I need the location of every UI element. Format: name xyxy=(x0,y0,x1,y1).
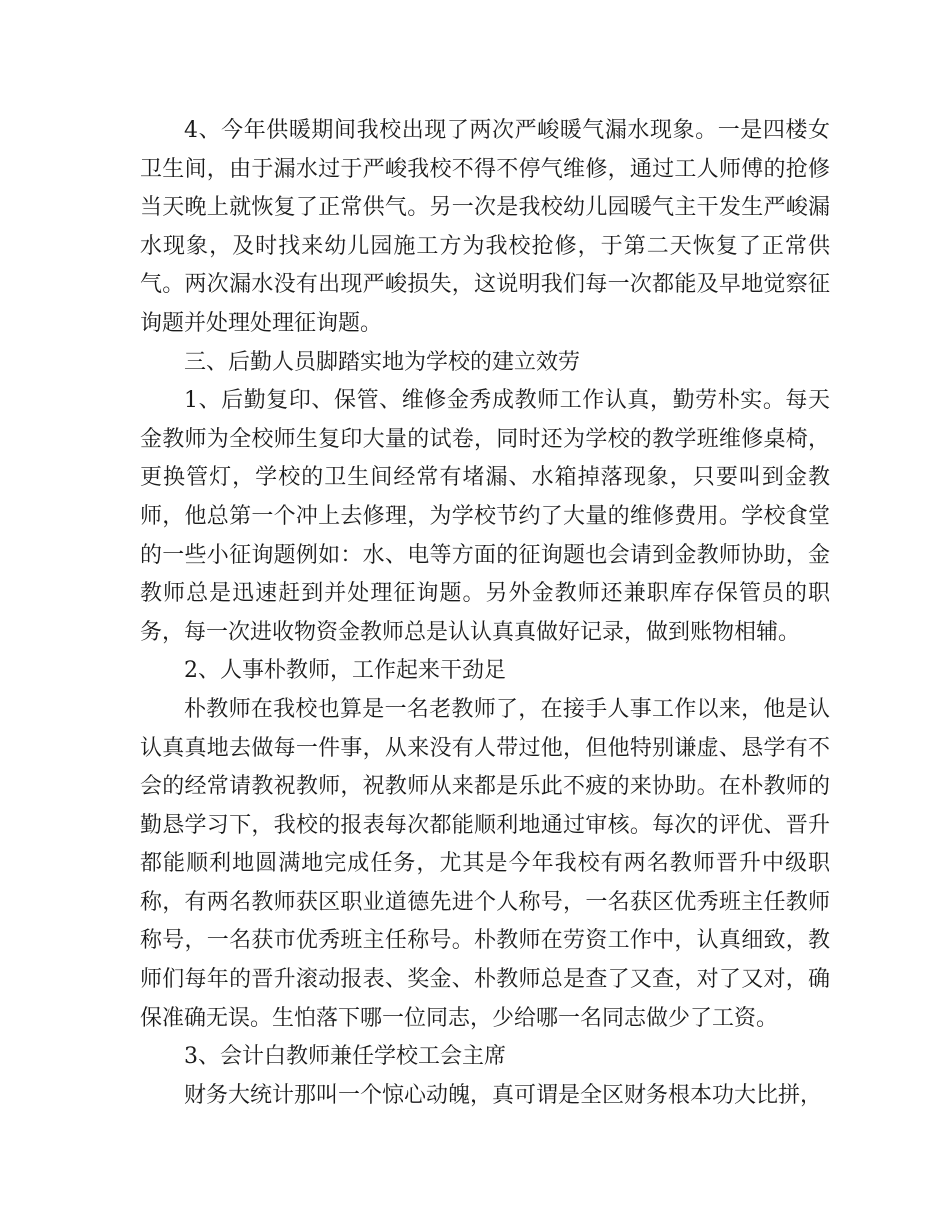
subheading-accountant-teacher: 3、会计白教师兼任学校工会主席 xyxy=(184,1044,506,1070)
paragraph-heating-leak: 4、今年供暖期间我校出现了两次严峻暖气漏水现象。一是四楼女卫生间，由于漏水过于严峻我校不得不停气维修，通过工人师傅的抢修当天晚上就恢复了正常供气。另一次是我校幼儿园暖气主干发生严峻漏水现象，及时找来幼儿园施工方为我校抢修，于第二天恢复了正常供气。两次漏水没有出现严峻损失，这说明我们每一次都能及早地觉察征询题并处理处理征询题。 xyxy=(140,118,830,336)
paragraph-maintenance-teacher: 1、后勤复印、保管、维修金秀成教师工作认真，勤劳朴实。每天金教师为全校师生复印大量的试卷，同时还为学校的教学班维修桌椅，更换管灯，学校的卫生间经常有堵漏、水箱掉落现象，只要叫到金教师，他总第一个冲上去修理，为学校节约了大量的维修费用。学校食堂的一些小征询题例如：水、电等方面的征询题也会请到金教师协助，金教师总是迅速赶到并处理征询题。另外金教师还兼职库存保管员的职务，每一次进收物资金教师总是认认真真做好记录，做到账物相辅。 xyxy=(140,388,830,645)
paragraph-finance-statistics: 财务大统计那叫一个惊心动魄，真可谓是全区财务根本功大比拼， xyxy=(184,1082,823,1108)
paragraph-personnel-teacher: 朴教师在我校也算是一名老教师了，在接手人事工作以来，他是认认真真地去做每一件事，从来没有人带过他，但他特别谦虚、恳学有不会的经常请教祝教师，祝教师从来都是乐此不疲的来协助。在朴教师的勤恳学习下，我校的报表每次都能顺利地通过审核。每次的评优、晋升都能顺利地圆满地完成任务，尤其是今年我校有两名教师晋升中级职称，有两名教师获区职业道德先进个人称号，一名获区优秀班主任教师称号，一名获市优秀班主任称号。朴教师在劳资工作中，认真细致，教师们每年的晋升滚动报表、奖金、朴教师总是查了又查，对了又对，确保准确无误。生怕落下哪一位同志，少给哪一名同志做少了工资。 xyxy=(140,696,830,1031)
document-body xyxy=(140,112,830,1115)
section-heading-logistics: 三、后勤人员脚踏实地为学校的建立效劳 xyxy=(184,349,581,375)
subheading-personnel-teacher: 2、人事朴教师，工作起来干劲足 xyxy=(184,658,506,684)
